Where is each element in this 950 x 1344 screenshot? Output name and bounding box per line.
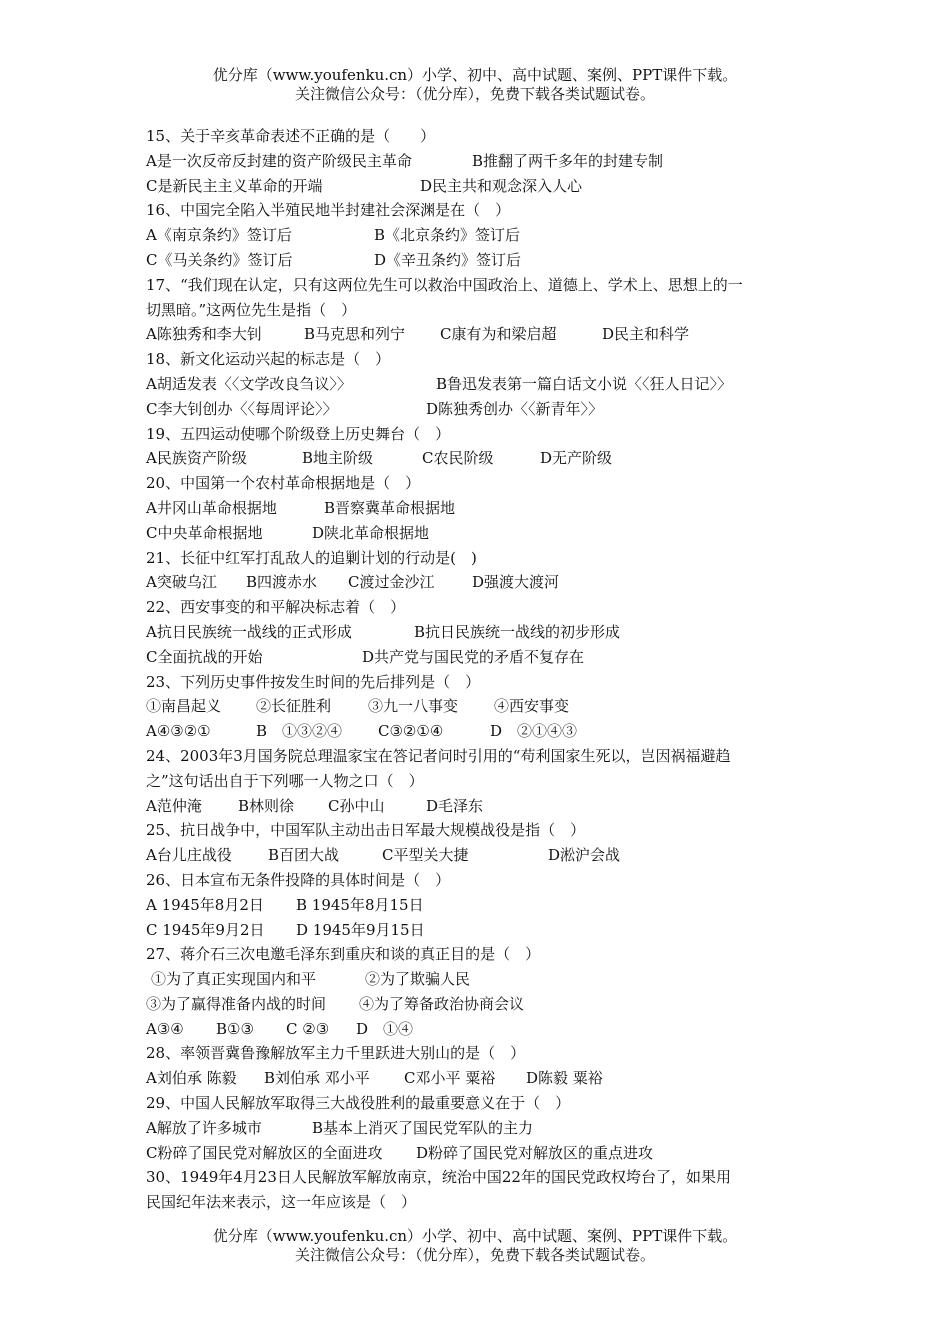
question-text: 15、关于辛亥革命表述不正确的是（ ） bbox=[146, 127, 436, 145]
answer-option: A抗日民族统一战线的正式形成 bbox=[146, 622, 352, 641]
answer-option: A 1945年8月2日 bbox=[146, 895, 264, 914]
answer-option: ①南昌起义 bbox=[146, 697, 222, 716]
text-line bbox=[146, 496, 816, 521]
answer-option: C中央革命根据地 bbox=[146, 523, 263, 542]
question-text: 29、中国人民解放军取得三大战役胜利的最重要意义在于（ ） bbox=[146, 1094, 571, 1113]
text-line bbox=[146, 1091, 816, 1116]
text-line bbox=[146, 174, 816, 199]
text-line bbox=[146, 322, 816, 347]
answer-option: C孙中山 bbox=[328, 796, 385, 815]
answer-option: B地主阶级 bbox=[302, 449, 374, 468]
answer-option: A胡适发表〈〈文学改良刍议〉〉 bbox=[146, 374, 352, 393]
question-text: 30、1949年4月23日人民解放军解放南京，统治中国22年的国民党政权垮台了，如果用 bbox=[146, 1168, 731, 1187]
answer-option: C邓小平 粟裕 bbox=[404, 1069, 496, 1088]
text-line bbox=[146, 620, 816, 645]
text-line bbox=[146, 967, 816, 992]
answer-option: A④③②① bbox=[146, 722, 211, 741]
answer-option: ④西安事变 bbox=[494, 697, 570, 716]
answer-option: B鲁迅发表第一篇白话文小说〈〈狂人日记〉〉 bbox=[436, 374, 733, 393]
text-line bbox=[146, 893, 816, 918]
answer-option: A是一次反帝反封建的资产阶级民主革命 bbox=[146, 151, 412, 170]
answer-option: A刘伯承 陈毅 bbox=[146, 1069, 237, 1088]
text-line bbox=[146, 347, 816, 372]
text-line bbox=[146, 298, 816, 323]
answer-option: B 1945年8月15日 bbox=[296, 895, 424, 914]
question-text: 24、2003年3月国务院总理温家宝在答记者问时引用的“苟利国家生死以，岂因祸福避趋 bbox=[146, 746, 731, 765]
text-line bbox=[146, 223, 816, 248]
answer-option: B四渡赤水 bbox=[246, 573, 318, 592]
answer-option: A③④ bbox=[146, 1019, 184, 1038]
question-text: 17、“我们现在认定，只有这两位先生可以救治中国政治上、道德上、学术上、思想上的一 bbox=[146, 275, 743, 294]
text-line bbox=[146, 273, 816, 298]
answer-option: D无产阶级 bbox=[540, 449, 613, 468]
answer-option: A陈独秀和李大钊 bbox=[146, 325, 262, 344]
answer-option: ③九一八事变 bbox=[368, 697, 459, 716]
answer-option: A台儿庄战役 bbox=[146, 846, 232, 865]
answer-option: C是新民主主义革命的开端 bbox=[146, 176, 323, 195]
answer-option: C李大钊创办〈〈每周评论〉〉 bbox=[146, 399, 338, 418]
text-line bbox=[146, 198, 816, 223]
answer-option: B基本上消灭了国民党军队的主力 bbox=[312, 1118, 534, 1137]
text-line bbox=[146, 422, 816, 447]
answer-option: D ②①④③ bbox=[490, 722, 578, 741]
text-line bbox=[146, 446, 816, 471]
answer-option: A井冈山革命根据地 bbox=[146, 498, 277, 517]
answer-option: ③为了赢得准备内战的时间 bbox=[146, 994, 327, 1013]
footer-line-1: 优分库（www.youfenku.cn）小学、初中、高中试题、案例、PPT课件下载。 bbox=[212, 1227, 738, 1245]
answer-option: C《马关条约》签订后 bbox=[146, 250, 293, 269]
question-text: 27、蒋介石三次电邀毛泽东到重庆和谈的真正目的是（ ） bbox=[146, 945, 541, 964]
text-line bbox=[146, 546, 816, 571]
text-line bbox=[146, 694, 816, 719]
text-line bbox=[146, 645, 816, 670]
answer-option: ②为了欺骗人民 bbox=[365, 970, 471, 989]
answer-option: A突破乌江 bbox=[146, 573, 217, 592]
answer-option: B百团大战 bbox=[268, 846, 340, 865]
text-line bbox=[146, 570, 816, 595]
answer-option: B推翻了两千多年的封建专制 bbox=[472, 151, 664, 170]
text-line bbox=[146, 1041, 816, 1066]
answer-option: B马克思和列宁 bbox=[304, 325, 406, 344]
answer-option: D陈毅 粟裕 bbox=[526, 1069, 603, 1088]
answer-option: C全面抗战的开始 bbox=[146, 647, 263, 666]
text-line bbox=[146, 1165, 816, 1190]
question-text: 18、新文化运动兴起的标志是（ ） bbox=[146, 350, 391, 369]
text-line bbox=[146, 1141, 816, 1166]
text-line bbox=[146, 1190, 816, 1215]
answer-option: D民主和科学 bbox=[602, 325, 690, 344]
answer-option: A解放了许多城市 bbox=[146, 1118, 262, 1137]
text-line bbox=[146, 1116, 816, 1141]
answer-option: D毛泽东 bbox=[426, 796, 484, 815]
header-line-2: 关注微信公众号：（优分库），免费下载各类试题试卷。 bbox=[294, 85, 655, 103]
question-text: 25、抗日战争中，中国军队主动出击日军最大规模战役是指（ ） bbox=[146, 821, 586, 840]
question-text: 22、西安事变的和平解决标志着（ ） bbox=[146, 598, 406, 617]
question-text: 21、长征中红军打乱敌人的追剿计划的行动是( ) bbox=[146, 548, 477, 567]
text-line bbox=[146, 471, 816, 496]
answer-option: B林则徐 bbox=[238, 796, 295, 815]
text-line bbox=[146, 248, 816, 273]
question-text: 23、下列历史事件按发生时间的先后排列是（ ） bbox=[146, 672, 481, 691]
text-line bbox=[146, 670, 816, 695]
text-line bbox=[146, 843, 816, 868]
answer-option: C ②③ bbox=[286, 1019, 330, 1038]
text-line bbox=[146, 521, 816, 546]
text-line bbox=[146, 794, 816, 819]
page-header bbox=[0, 66, 950, 104]
text-line bbox=[146, 719, 816, 744]
text-line bbox=[146, 595, 816, 620]
answer-option: C康有为和梁启超 bbox=[440, 325, 557, 344]
answer-option: ④为了筹备政治协商会议 bbox=[359, 994, 525, 1013]
answer-option: B抗日民族统一战线的初步形成 bbox=[414, 622, 621, 641]
answer-option: D陈独秀创办〈〈新青年〉〉 bbox=[426, 399, 604, 418]
question-text: 28、率领晋冀鲁豫解放军主力千里跃进大别山的是（ ） bbox=[146, 1044, 526, 1063]
answer-option: C平型关大捷 bbox=[382, 846, 469, 865]
answer-option: ②长征胜利 bbox=[256, 697, 332, 716]
answer-option: D ①④ bbox=[356, 1019, 414, 1038]
text-line bbox=[146, 918, 816, 943]
text-line bbox=[146, 124, 816, 149]
answer-option: C③②①④ bbox=[378, 722, 444, 741]
text-line bbox=[146, 942, 816, 967]
header-line-1: 优分库（www.youfenku.cn）小学、初中、高中试题、案例、PPT课件下载。 bbox=[212, 66, 738, 84]
question-list bbox=[146, 124, 816, 1215]
question-text: 民国纪年法来表示，这一年应该是（ ） bbox=[146, 1193, 417, 1212]
answer-option: B《北京条约》签订后 bbox=[374, 226, 521, 245]
text-line bbox=[146, 1017, 816, 1042]
text-line bbox=[146, 769, 816, 794]
answer-option: D粉碎了国民党对解放区的重点进攻 bbox=[416, 1143, 654, 1162]
text-line bbox=[146, 868, 816, 893]
question-text: 26、日本宣布无条件投降的具体时间是（ ） bbox=[146, 870, 451, 889]
answer-option: C 1945年9月2日 bbox=[146, 920, 265, 939]
answer-option: A民族资产阶级 bbox=[146, 449, 247, 468]
answer-option: ①为了真正实现国内和平 bbox=[151, 970, 317, 989]
answer-option: B ①③②④ bbox=[256, 722, 343, 741]
answer-option: B①③ bbox=[216, 1019, 254, 1038]
answer-option: D共产党与国民党的矛盾不复存在 bbox=[362, 647, 585, 666]
text-line bbox=[146, 818, 816, 843]
answer-option: B刘伯承 邓小平 bbox=[264, 1069, 370, 1088]
text-line bbox=[146, 744, 816, 769]
answer-option: A《南京条约》签订后 bbox=[146, 226, 292, 245]
question-text: 之”这句话出自于下列哪一人物之口（ ） bbox=[146, 771, 424, 790]
answer-option: D淞沪会战 bbox=[548, 846, 621, 865]
text-line bbox=[146, 1066, 816, 1091]
question-text: 20、中国第一个农村革命根据地是（ ） bbox=[146, 474, 421, 493]
answer-option: D陕北革命根据地 bbox=[312, 523, 430, 542]
question-text: 切黑暗。”这两位先生是指（ ） bbox=[146, 300, 357, 319]
question-text: 16、中国完全陷入半殖民地半封建社会深渊是在（ ） bbox=[146, 201, 511, 220]
answer-option: B晋察冀革命根据地 bbox=[324, 498, 456, 517]
answer-option: D民主共和观念深入人心 bbox=[420, 176, 583, 195]
answer-option: D《辛丑条约》签订后 bbox=[374, 250, 522, 269]
answer-option: A范仲淹 bbox=[146, 796, 202, 815]
page-footer bbox=[0, 1227, 950, 1265]
question-text: 19、五四运动使哪个阶级登上历史舞台（ ） bbox=[146, 424, 451, 443]
text-line bbox=[146, 397, 816, 422]
answer-option: D强渡大渡河 bbox=[472, 573, 560, 592]
answer-option: C粉碎了国民党对解放区的全面进攻 bbox=[146, 1143, 383, 1162]
text-line bbox=[146, 372, 816, 397]
answer-option: D 1945年9月15日 bbox=[296, 920, 425, 939]
answer-option: C渡过金沙江 bbox=[348, 573, 435, 592]
answer-option: C农民阶级 bbox=[422, 449, 494, 468]
text-line bbox=[146, 149, 816, 174]
footer-line-2: 关注微信公众号：（优分库），免费下载各类试题试卷。 bbox=[294, 1246, 655, 1264]
text-line bbox=[146, 992, 816, 1017]
